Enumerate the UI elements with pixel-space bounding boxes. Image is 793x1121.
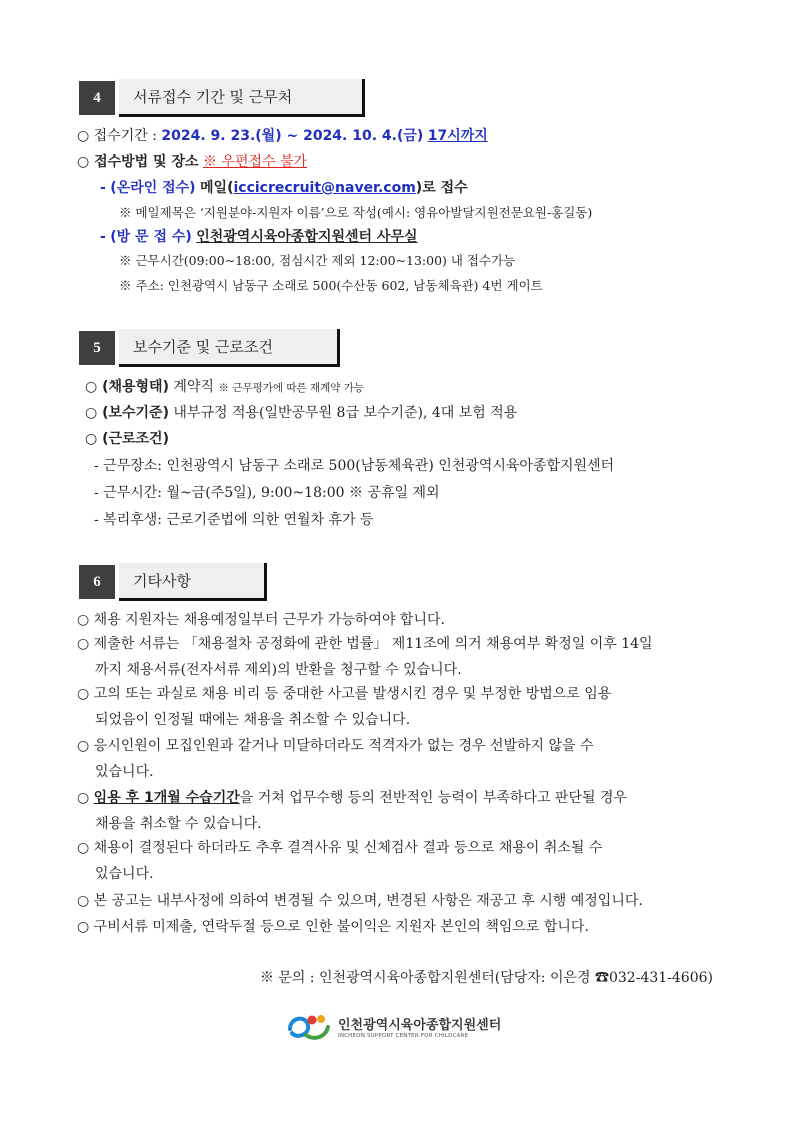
visit-place: 인천광역시육아종합지원센터 사무실 (196, 229, 418, 245)
method-label: ○ 접수방법 및 장소 (77, 154, 199, 170)
visit-line: - (방 문 접 수) 인천광역시육아종합지원센터 사무실 (100, 229, 418, 245)
notice-item: ○ 본 공고는 내부사정에 의하여 변경될 수 있으며, 변경된 사항은 재공고 후 시행 예정입니다. (77, 893, 643, 909)
notice-item: ○ 채용이 결정된다 하더라도 추후 결격사유 및 신체검사 결과 등으로 채용이 취소될 수 있습니다. (77, 840, 603, 882)
contact-info: ※ 문의 : 인천광역시육아종합지원센터(담당자: 이은경 ☎032-431-4606) (259, 970, 713, 986)
work-conditions-label: ○ (근로조건) (85, 431, 169, 447)
section-4-number: 4 (79, 81, 115, 115)
period-value: 2024. 9. 23.(월) ~ 2024. 10. 4.(금) (161, 128, 424, 144)
online-label: (온라인 접수) (110, 180, 196, 196)
notice-item: ○ 응시인원이 모집인원과 같거나 미달하더라도 적격자가 없는 경우 선발하지 않을 수 있습니다. (77, 738, 594, 780)
online-line: - (온라인 접수) 메일(iccicrecruit@naver.com)로 접수 (100, 180, 468, 196)
section-5-title: 보수기준 및 근로조건 (119, 329, 340, 367)
online-note: ※ 메일제목은 ‘지원분야-지원자 이름’으로 작성(예시: 영유아발달지원전문요원-홍길동) (119, 205, 593, 220)
center-logo-icon (286, 1011, 332, 1041)
probation-emphasis: 임용 후 1개월 수습기간 (93, 790, 240, 806)
section-6-number: 6 (79, 565, 115, 599)
employment-type-line: ○ (채용형태) 계약직 ※ 근무평가에 따른 재계약 가능 (85, 379, 365, 395)
period-line: ○ 접수기간 : 2024. 9. 23.(월) ~ 2024. 10. 4.(금) 17시까지 (77, 128, 488, 144)
notice-item: ○ 고의 또는 과실로 채용 비리 등 중대한 사고를 발생시킨 경우 및 부정한 방법으로 임용 되었음이 인정될 때에는 채용을 취소할 수 있습니다. (77, 686, 612, 728)
logo-name-en: INCHEON SUPPORT CENTER FOR CHILDCARE (338, 1032, 469, 1039)
section-6-title: 기타사항 (119, 563, 267, 601)
pay-standard-line: ○ (보수기준) 내부규정 적용(일반공무원 8급 보수기준), 4대 보험 적용 (85, 405, 518, 421)
method-line (77, 151, 307, 171)
notice-item: ○ 제출한 서류는 「채용절차 공정화에 관한 법률」 제11조에 의거 채용여부 확정일 이후 14일 까지 채용서류(전자서류 제외)의 반환을 청구할 수 있습니다. (77, 636, 653, 678)
work-condition-item: - 근무시간: 월~금(주5일), 9:00~18:00 ※ 공휴일 제외 (94, 485, 440, 501)
center-logo (286, 1011, 501, 1041)
work-condition-item: - 복리후생: 근로기준법에 의한 연월차 휴가 등 (94, 512, 374, 528)
notice-item: ○ 구비서류 미제출, 연락두절 등으로 인한 불이익은 지원자 본인의 책임으로 합니다. (77, 919, 589, 935)
visit-label: (방 문 접 수) (110, 229, 192, 245)
section-4-title: 서류접수 기간 및 근무처 (119, 79, 365, 117)
visit-address: ※ 주소: 인천광역시 남동구 소래로 500(수산동 602, 남동체육관) 4번 게이트 (119, 278, 543, 293)
section-5-number: 5 (79, 331, 115, 365)
work-condition-item: - 근무장소: 인천광역시 남동구 소래로 500(남동체육관) 인천광역시육아종합지원센터 (94, 458, 615, 474)
notice-item: ○ 채용 지원자는 채용예정일부터 근무가 가능하여야 합니다. (77, 612, 445, 628)
notice-item: ○ 임용 후 1개월 수습기간을 거쳐 업무수행 등의 전반적인 능력이 부족하다고 판단될 경우 채용을 취소할 수 있습니다. (77, 790, 627, 832)
period-time: 17시까지 (427, 128, 488, 144)
online-email-link[interactable]: iccicrecruit@naver.com (233, 180, 416, 196)
logo-name-kr: 인천광역시육아종합지원센터 (338, 1017, 502, 1033)
visit-hours: ※ 근무시간(09:00~18:00, 점심시간 제외 12:00~13:00) 내 접수가능 (119, 253, 516, 268)
method-note: ※ 우편접수 불가 (202, 154, 308, 170)
